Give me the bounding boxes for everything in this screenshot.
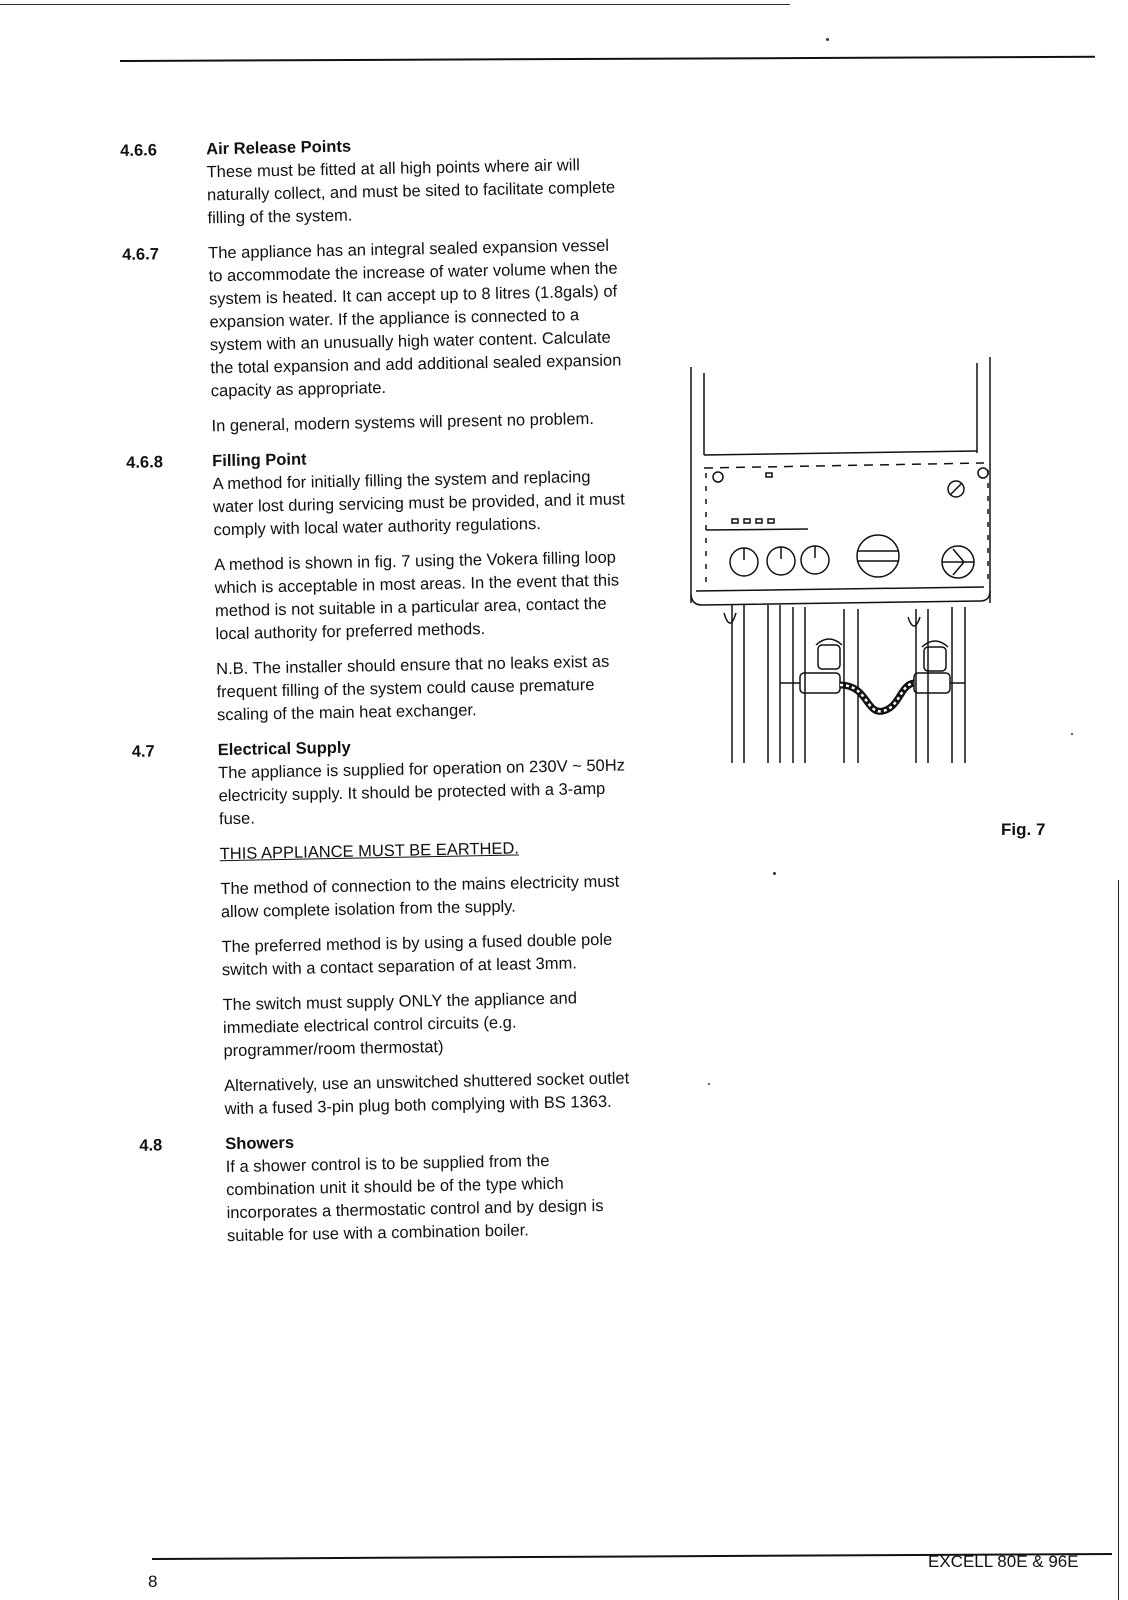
- document-title: EXCELL 80E & 96E: [928, 1552, 1079, 1571]
- earthing-warning: THIS APPLIANCE MUST BE EARTHED.: [219, 839, 520, 864]
- section-4-6-7: [122, 234, 626, 440]
- scan-right-edge: [1118, 880, 1119, 1600]
- section-heading: Filling Point: [212, 450, 307, 471]
- control-knob-2: [767, 547, 795, 575]
- section-content: [212, 442, 631, 727]
- section-number: 4.8: [139, 1136, 163, 1155]
- section-heading: Showers: [225, 1133, 295, 1154]
- panel-divider: [706, 529, 808, 530]
- header-rule: [120, 56, 1095, 62]
- gauge-needle: [950, 483, 962, 495]
- section-content: [218, 731, 639, 1121]
- paragraph: The method of connection to the mains electricity must allow complete isolation from the supply.: [220, 872, 620, 922]
- section-content: [206, 130, 622, 230]
- section-number: 4.7: [131, 742, 155, 761]
- paragraph: The appliance has an integral sealed expansion vessel to accommodate the increase of water volume when the system is heated. It can accept up to 8 litres (1.8gals) of expansion water. If the appliance is connected to a system with an unusually high water content. Calculate the total expansion and add additional sealed expansion capacity as appropriate.: [208, 236, 622, 401]
- scan-speck: [1071, 733, 1073, 735]
- paragraph: N.B. The installer should ensure that no leaks exist as frequent filling of the system could cause premature scaling of the main heat exchanger.: [216, 652, 610, 725]
- paragraph: If a shower control is to be supplied from the combination unit it should be of the type which incorporates a thermostatic control and by design is suitable for use with a combination boiler.: [225, 1151, 604, 1246]
- boiler-filling-loop-diagram: [688, 355, 1028, 775]
- filling-valve-left: [780, 639, 842, 693]
- paragraph: The switch must supply ONLY the appliance and immediate electrical control circuits (e.g. programmer/room thermostat): [222, 989, 578, 1061]
- paragraph: The preferred method is by using a fused double pole switch with a contact separation of at least 3mm.: [221, 930, 613, 980]
- section-content: [225, 1125, 641, 1248]
- indicator-lamp: [766, 473, 772, 477]
- scan-speck: [773, 872, 776, 875]
- vent-screw-left: [713, 472, 723, 482]
- paragraph: A method is shown in fig. 7 using the Vokera filling loop which is acceptable in most areas. In the event that this method is not suitable in a particular area, contact the local authority for preferred methods.: [214, 548, 620, 644]
- paragraph: A method for initially filling the system and replacing water lost during servicing must be provided, and it must comply with local water authority regulations.: [212, 468, 625, 540]
- paragraph: In general, modern systems will present no problem.: [211, 409, 595, 436]
- scan-speck: [708, 1083, 710, 1085]
- paragraph: The appliance is supplied for operation on 230V ~ 50Hz electricity supply. It should be protected with a 3-amp fuse.: [218, 756, 626, 829]
- section-4-8: [139, 1125, 641, 1250]
- body-text: [120, 130, 641, 1261]
- filling-loop-hose: [840, 683, 914, 711]
- section-4-6-6: [120, 130, 622, 232]
- scan-edge-line: [0, 4, 790, 5]
- scan-speck: [826, 38, 829, 41]
- paragraph: These must be fitted at all high points where air will naturally collect, and must be sited to facilitate complete filling of the system.: [206, 156, 616, 228]
- led-row: [732, 519, 774, 523]
- section-4-7: [132, 731, 639, 1123]
- figure-caption: Fig. 7: [1001, 820, 1046, 839]
- panel-dashed-top: [704, 463, 984, 468]
- timer-dial: [942, 546, 974, 578]
- temperature-dial: [857, 535, 899, 577]
- casing-inner-bottom: [704, 451, 977, 455]
- section-heading: Air Release Points: [206, 137, 352, 159]
- panel-bottom-edge: [691, 591, 990, 605]
- section-heading: Electrical Supply: [217, 738, 351, 760]
- vent-screw-right: [978, 468, 988, 478]
- section-4-6-8: [126, 442, 631, 729]
- paragraph: Alternatively, use an unswitched shuttered socket outlet with a fused 3-pin plug both complying with BS 1363.: [224, 1069, 630, 1119]
- section-content: [208, 234, 626, 438]
- page-number: 8: [148, 1572, 158, 1591]
- section-number: 4.6.8: [126, 453, 164, 472]
- control-knob-3: [801, 546, 829, 574]
- section-number: 4.6.7: [122, 245, 160, 264]
- section-number: 4.6.6: [120, 141, 158, 160]
- filling-valve-right: [914, 641, 965, 693]
- panel-lower-edge: [696, 587, 984, 591]
- control-knob-1: [730, 548, 758, 576]
